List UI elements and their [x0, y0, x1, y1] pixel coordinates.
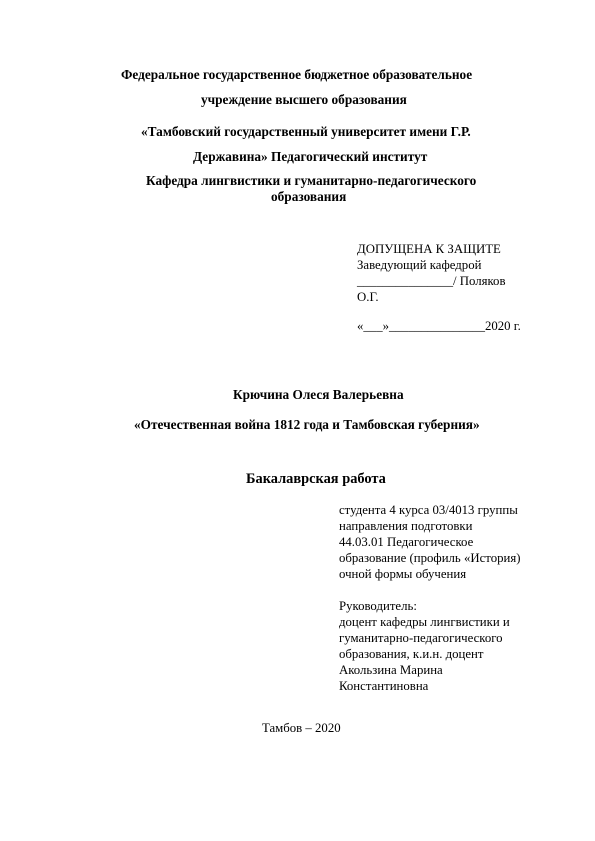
department-line-1: Кафедра лингвистики и гуманитарно-педагогического — [146, 173, 477, 188]
supervisor-line-4: образования, к.и.н. доцент — [339, 647, 484, 661]
department-line-2: образования — [271, 189, 347, 204]
supervisor-line-6: Константиновна — [339, 679, 429, 693]
supervisor-line-5: Акользина Марина — [339, 663, 443, 677]
student-line-3: 44.03.01 Педагогическое — [339, 535, 474, 549]
student-line-4: образование (профиль «История) — [339, 551, 521, 565]
approval-block — [357, 241, 505, 305]
institution-line-1: Федеральное государственное бюджетное образовательное — [121, 67, 473, 82]
university-line-2: Державина» Педагогический институт — [193, 149, 428, 164]
university-line-1: «Тамбовский государственный университет имени Г.Р. — [141, 124, 471, 139]
supervisor-block — [339, 598, 510, 694]
approval-initials: О.Г. — [357, 290, 379, 304]
student-block — [339, 502, 521, 582]
supervisor-line-3: гуманитарно-педагогического — [339, 631, 503, 645]
approval-head-label: Заведующий кафедрой — [357, 258, 482, 272]
student-line-2: направления подготовки — [339, 519, 473, 533]
supervisor-label: Руководитель: — [339, 599, 417, 613]
approval-signature-line: _______________/ Поляков — [357, 274, 506, 288]
institution-line-2: учреждение высшего образования — [201, 92, 407, 107]
city-year: Тамбов – 2020 — [262, 721, 341, 735]
approval-title: ДОПУЩЕНА К ЗАЩИТЕ — [357, 242, 501, 256]
student-line-1: студента 4 курса 03/4013 группы — [339, 503, 518, 517]
thesis-title: «Отечественная война 1812 года и Тамбовская губерния» — [134, 417, 480, 432]
work-type: Бакалаврская работа — [246, 471, 386, 487]
approval-date-line: «___»_______________2020 г. — [357, 319, 521, 333]
author-name: Крючина Олеся Валерьевна — [233, 387, 404, 402]
student-line-5: очной формы обучения — [339, 567, 467, 581]
supervisor-line-2: доцент кафедры лингвистики и — [339, 615, 510, 629]
